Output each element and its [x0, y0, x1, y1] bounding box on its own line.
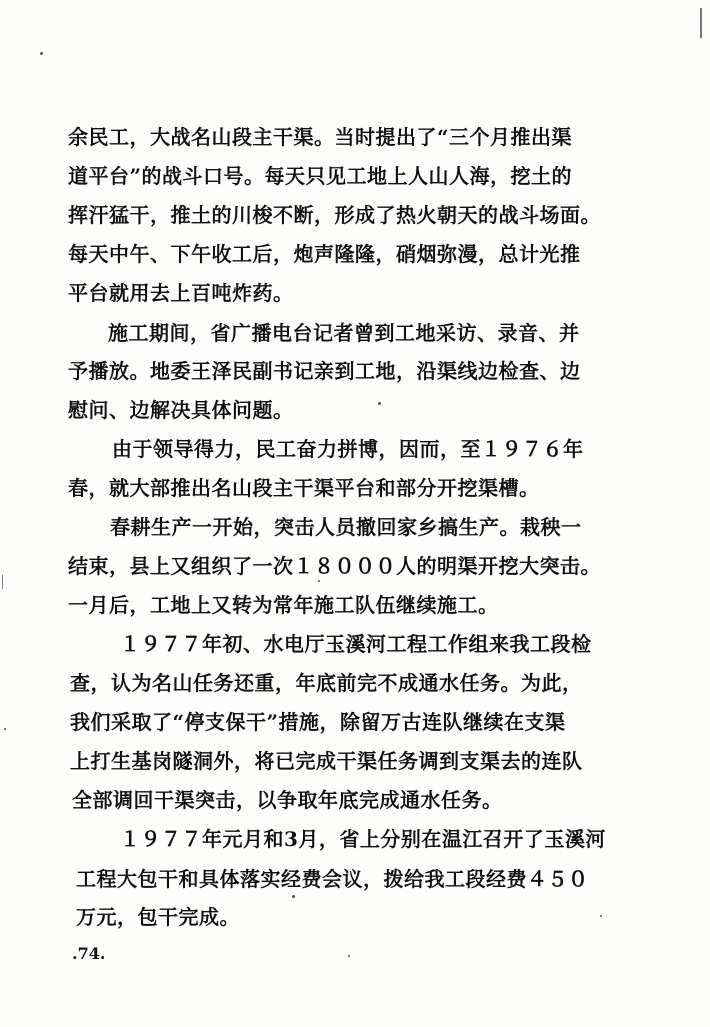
scan-speck: [292, 895, 295, 898]
text-line-15: 查，认为名山任务还重，年底前完不成通水任务。为此，: [70, 671, 583, 695]
text-line-11: 春耕生产一开始，突击人员撤回家乡搞生产。栽秧一: [110, 515, 582, 539]
text-line-3: 挥汗猛干，推土的川梭不断，形成了热火朝天的战斗场面。: [68, 203, 601, 227]
scan-speck: [4, 728, 6, 730]
scan-edge-mark: [700, 8, 702, 38]
text-line-17: 上打生基岗隧洞外，将已完成干渠任务调到支渠去的连队: [70, 749, 583, 773]
text-line-10: 春，就大部推出名山段主干渠平台和部分开挖渠槽。: [68, 476, 540, 500]
text-line-20: 工程大包干和具体落实经费会议，拨给我工段经费４５０: [76, 867, 589, 891]
scan-speck: [40, 52, 43, 55]
text-line-13: 一月后，工地上又转为常年施工队伍继续施工。: [68, 593, 499, 617]
text-line-9: 由于领导得力，民工奋力拼博，因而，至１９７６年: [112, 437, 584, 461]
text-line-14: １９７７年初、水电厅玉溪河工程工作组来我工段检: [120, 632, 592, 656]
text-line-16: 我们采取了“停支保干”措施，除留万古连队继续在支渠: [70, 710, 566, 734]
text-line-21: 万元，包干完成。: [76, 905, 240, 929]
page-number: .74.: [72, 944, 106, 963]
text-line-6: 施工期间，省广播电台记者曾到工地采访、录音、并: [108, 321, 580, 345]
scan-speck: [600, 915, 602, 917]
scan-edge-mark: [2, 575, 3, 589]
text-line-8: 慰问、边解决具体问题。: [68, 398, 294, 422]
scan-speck: [318, 580, 320, 582]
text-line-1: 余民工，大战名山段主干渠。当时提出了“三个月推出渠: [68, 125, 573, 149]
text-line-19: １９７７年元月和3月，省上分别在温江召开了玉溪河: [120, 827, 606, 851]
text-line-18: 全部调回干渠突击，以争取年底完成通水任务。: [72, 788, 503, 812]
text-line-7: 予播放。地委王泽民副书记亲到工地，沿渠线边检查、边: [68, 359, 581, 383]
text-line-12: 结束，县上又组织了一次１８０００人的明渠开挖大突击。: [68, 554, 601, 578]
text-line-4: 每天中午、下午收工后，炮声隆隆，硝烟弥漫，总计光推: [68, 242, 581, 266]
text-line-2: 道平台”的战斗口号。每天只见工地上人山人海，挖土的: [68, 164, 573, 188]
text-line-5: 平台就用去上百吨炸药。: [68, 281, 294, 305]
scan-speck: [378, 402, 381, 405]
scan-speck: [348, 955, 350, 957]
